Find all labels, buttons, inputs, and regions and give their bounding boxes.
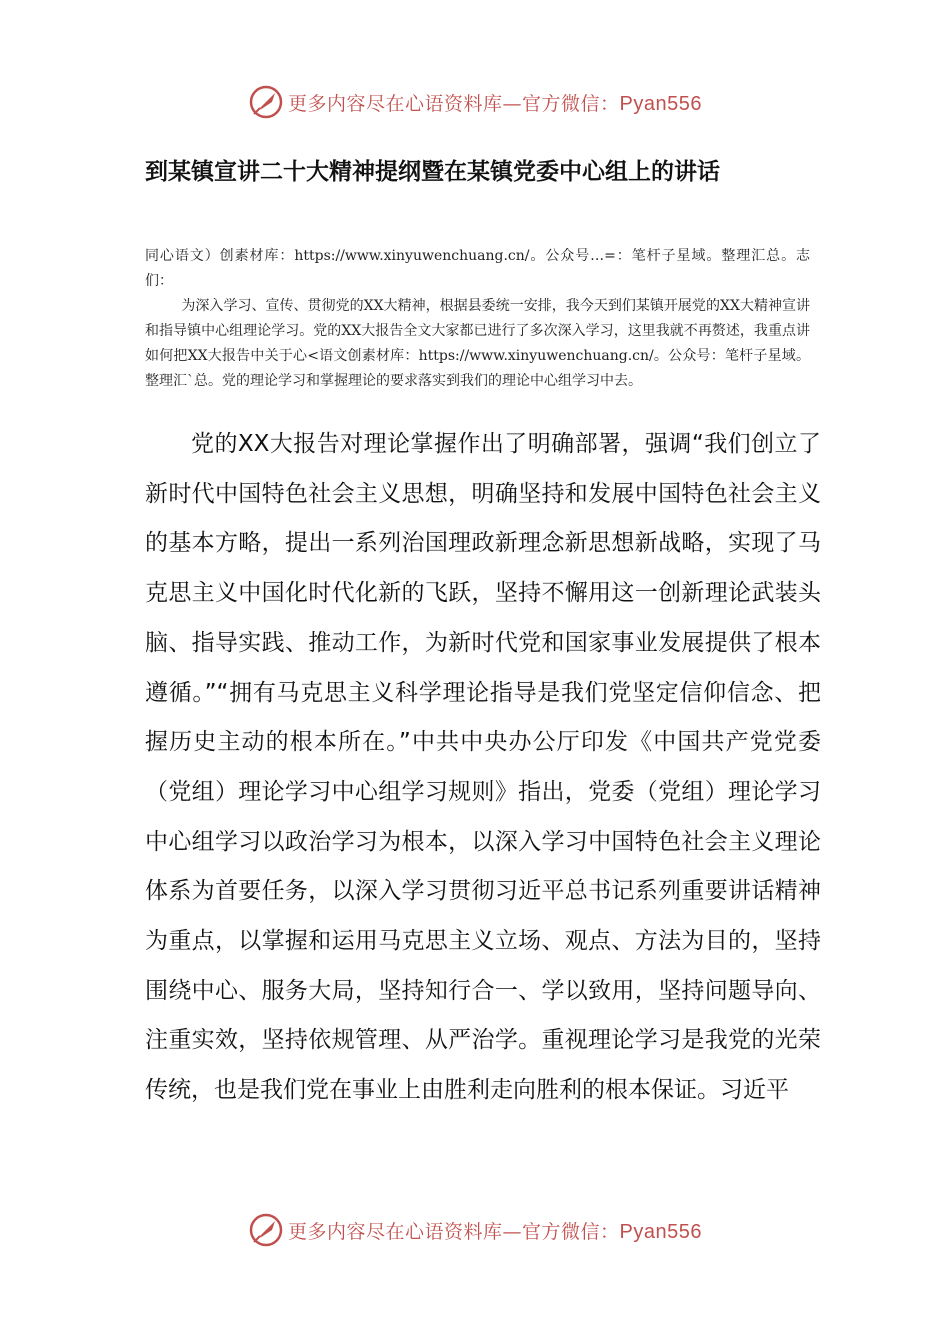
header-banner-text: 更多内容尽在心语资料库—官方微信：Pyan556 — [288, 92, 702, 115]
quill-pen-logo-icon — [248, 84, 284, 120]
footer-banner — [0, 1210, 950, 1250]
footer-wechat-id: Pyan556 — [619, 1220, 702, 1243]
header-wechat-id: Pyan556 — [619, 92, 702, 115]
footer-banner-text: 更多内容尽在心语资料库—官方微信：Pyan556 — [288, 1220, 702, 1243]
header-banner — [0, 82, 950, 122]
source-line: 同心语文）创素材库：https://www.xinyuwenchuang.cn/。公众号…=：笔杆子星域。整理汇总。志们： — [145, 248, 810, 289]
main-paragraph: 党的XX大报告对理论掌握作出了明确部署，强调“我们创立了新时代中国特色社会主义思想，明确坚持和发展中国特色社会主义的基本方略，提出一系列治国理政新理念新思想新战略，实现了马克思主义中国化时代化新的飞跃，坚持不懈用这一创新理论武装头脑、指导实践、推动工作，为新时代党和国家事业发展提供了根本遵循。”“拥有马克思主义科学理论指导是我们党坚定信仰信念、把握历史主动的根本所在。”中共中央办公厅印发《中国共产党党委（党组）理论学习中心组学习规则》指出，党委（党组）理论学习中心组学习以政治学习为根本，以深入学习中国特色社会主义理论体系为首要任务，以深入学习贯彻习近平总书记系列重要讲话精神为重点，以掌握和运用马克思主义立场、观点、方法为目的，坚持围绕中心、服务大局，坚持知行合一、学以致用，坚持问题导向、注重实效，坚持依规管理、从严治学。重视理论学习是我党的光荣传统，也是我们党在事业上由胜利走向胜利的根本保证。习近平 — [145, 431, 821, 1104]
document-title: 到某镇宣讲二十大精神提纲暨在某镇党委中心组上的讲话 — [145, 159, 720, 185]
intro-paragraph: 为深入学习、宣传、贯彻党的XX大精神，根据县委统一安排，我今天到们某镇开展党的XX大精神宣讲和指导镇中心组理论学习。党的XX大报告全文大家都已进行了多次深入学习，这里我就不再赘述，我重点讲如何把XX大报告中关于心<语文创素材库：https://www.xinyuwenchuang.cn/。公众号：笔杆子星域。整理汇`总。党的理论学习和掌握理论的要求落实到我们的理论中心组学习中去。 — [145, 298, 810, 389]
quill-pen-logo-icon — [248, 1212, 284, 1248]
